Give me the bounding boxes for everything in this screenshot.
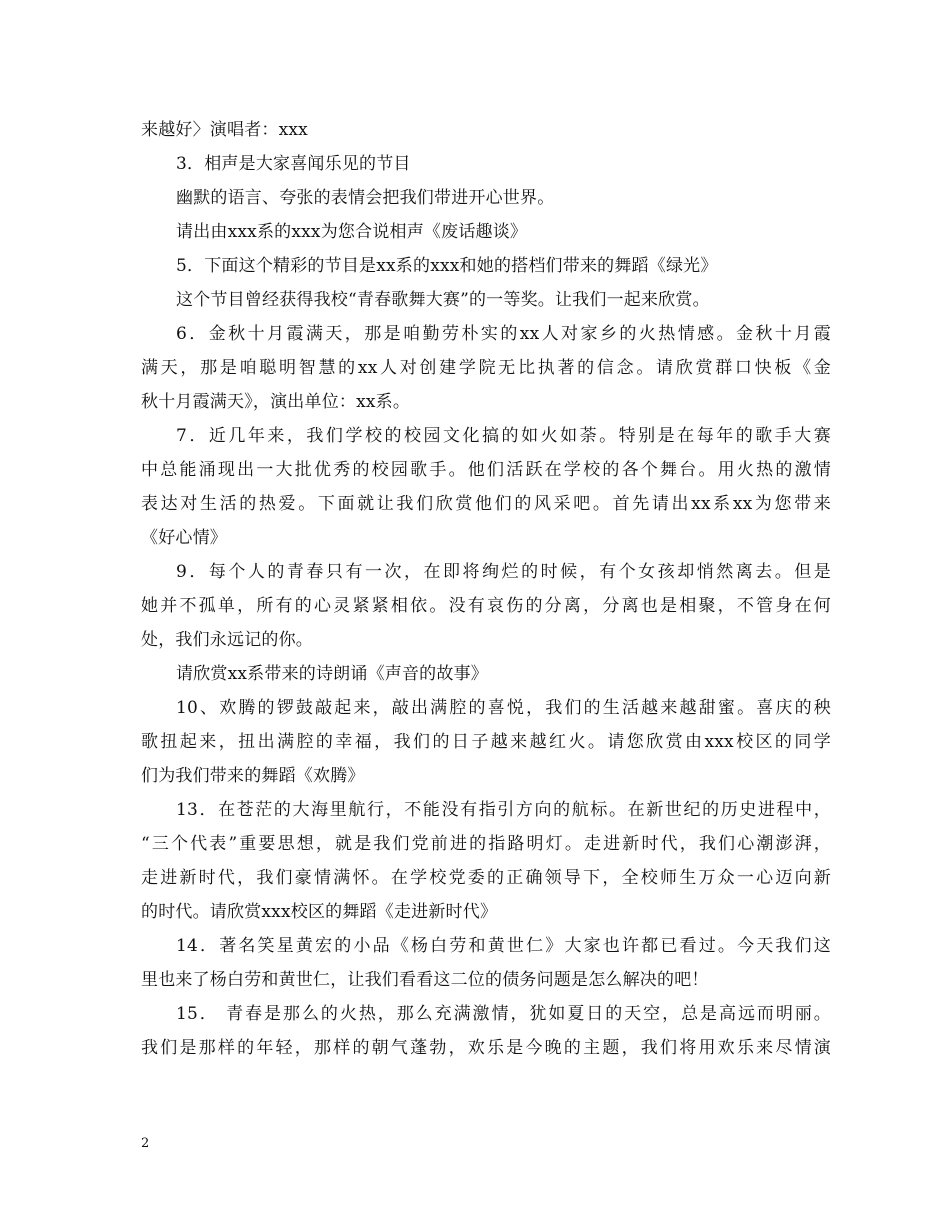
- text-line: 秋十月霞满天》，演出单位：xx系。: [141, 392, 411, 412]
- text-line: 幽默的语言、夸张的表情会把我们带进开心世界。: [176, 188, 555, 208]
- text-line: 她并不孤单，所有的心灵紧紧相依。没有哀伤的分离，分离也是相聚，不管身在何: [141, 596, 831, 616]
- text-line: 来越好〉演唱者：xxx: [141, 120, 308, 140]
- text-line: 6．金秋十月霞满天，那是咱勤劳朴实的xx人对家乡的火热情感。金秋十月霞: [176, 324, 831, 344]
- text-line: 表达对生活的热爱。下面就让我们欣赏他们的风采吧。首先请出xx系xx为您带来: [141, 494, 831, 514]
- page-number: 2: [141, 1136, 150, 1151]
- text-line: 里也来了杨白劳和黄世仁，让我们看看这二位的债务问题是怎么解决的吧！: [141, 970, 709, 990]
- text-line: 5．下面这个精彩的节目是xx系的xxx和她的搭档们带来的舞蹈《绿光》: [176, 256, 718, 276]
- text-line: 走进新时代，我们豪情满怀。在学校党委的正确领导下，全校师生万众一心迈向新: [141, 868, 831, 888]
- text-line: 处，我们永远记的你。: [141, 630, 313, 650]
- text-line: 7．近几年来，我们学校的校园文化搞的如火如荼。特别是在每年的歌手大赛: [176, 426, 831, 446]
- text-line: 9．每个人的青春只有一次，在即将绚烂的时候，有个女孩却悄然离去。但是: [176, 562, 831, 582]
- text-line: 我们是那样的年轻，那样的朝气蓬勃，欢乐是今晚的主题，我们将用欢乐来尽情演: [141, 1038, 831, 1058]
- text-line: 15． 青春是那么的火热，那么充满激情，犹如夏日的天空，总是高远而明丽。: [176, 1004, 831, 1024]
- text-line: 满天，那是咱聪明智慧的xx人对创建学院无比执著的信念。请欣赏群口快板《金: [141, 358, 831, 378]
- text-line: 中总能涌现出一大批优秀的校园歌手。他们活跃在学校的各个舞台。用火热的激情: [141, 460, 831, 480]
- text-line: 们为我们带来的舞蹈《欢腾》: [141, 766, 365, 786]
- text-line: 的时代。请欣赏xxx校区的舞蹈《走进新时代》: [141, 902, 498, 922]
- body-text: [141, 113, 831, 1065]
- text-line: 《好心情》: [141, 528, 227, 548]
- text-line: 14．著名笑星黄宏的小品《杨白劳和黄世仁》大家也许都已看过。今天我们这: [176, 936, 831, 956]
- text-line: 3．相声是大家喜闻乐见的节目: [176, 154, 411, 174]
- text-line: 请出由xxx系的xxx为您合说相声《废话趣谈》: [176, 222, 528, 242]
- text-line: 这个节目曾经获得我校“青春歌舞大赛”的一等奖。让我们一起来欣赏。: [176, 290, 710, 310]
- text-line: 请欣赏xx系带来的诗朗诵《声音的故事》: [176, 664, 488, 684]
- text-line: 10、欢腾的锣鼓敲起来，敲出满腔的喜悦，我们的生活越来越甜蜜。喜庆的秧: [176, 698, 831, 718]
- text-line: “三个代表”重要思想，就是我们党前进的指路明灯。走进新时代，我们心潮澎湃，: [141, 834, 831, 854]
- text-line: 歌扭起来，扭出满腔的幸福，我们的日子越来越红火。请您欣赏由xxx校区的同学: [141, 732, 831, 752]
- text-line: 13．在苍茫的大海里航行，不能没有指引方向的航标。在新世纪的历史进程中，: [176, 800, 831, 820]
